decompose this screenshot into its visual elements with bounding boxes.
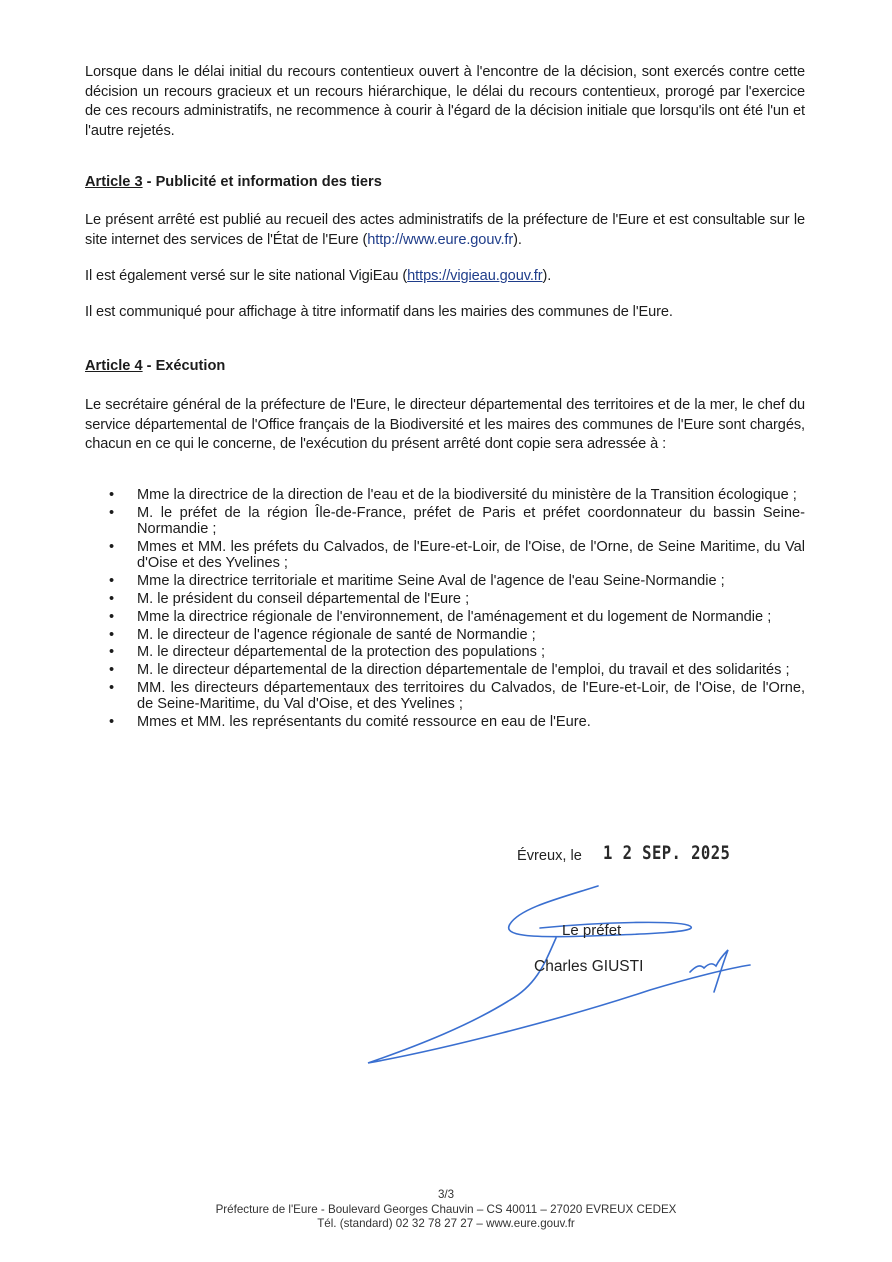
- article-3-publication-paragraph: [85, 211, 805, 250]
- recipient-text: M. le président du conseil départemental de l'Eure ;: [137, 591, 470, 607]
- bullet-icon: •: [109, 608, 115, 625]
- article-4-heading: [85, 358, 225, 374]
- article-4-paragraph: Le secrétaire général de la préfecture de l'Eure, le directeur départemental des territoires et de la mer, le chef du service départemental de l'Office français de la Biodiversité et les maires des communes de l'Eure sont chargés, chacun en ce qui le concerne, de l'exécution du présent arrêté dont copie sera adressée à :: [85, 397, 805, 453]
- bullet-icon: •: [109, 591, 115, 607]
- article-4-label: Article 4: [85, 358, 143, 374]
- bullet-icon: •: [109, 504, 115, 521]
- recipient-text: Mmes et MM. les préfets du Calvados, de l'Eure-et-Loir, de l'Oise, de l'Orne, de Seine Maritime, du Val d'Oise et des Yvelines ;: [137, 539, 805, 572]
- page-number: 3/3: [437, 1188, 455, 1201]
- footer-address: Préfecture de l'Eure - Boulevard Georges Chauvin – CS 40011 – 27020 EVREUX CEDEX: [215, 1202, 677, 1216]
- recipients-list: [85, 487, 805, 732]
- signatory-name: Charles GIUSTI: [534, 958, 644, 975]
- article-3-label: Article 3: [85, 174, 143, 190]
- bullet-icon: •: [109, 539, 115, 555]
- list-item: [85, 539, 805, 572]
- footer-contact: Tél. (standard) 02 32 78 27 27 – www.eure.gouv.fr: [317, 1217, 575, 1231]
- vigieau-text: Il est également versé sur le site national VigiEau (: [85, 268, 408, 284]
- recipient-text: M. le directeur de l'agence régionale de santé de Normandie ;: [137, 626, 536, 643]
- recipient-text: Mmes et MM. les représentants du comité ressource en eau de l'Eure.: [137, 714, 591, 731]
- list-item: [85, 662, 805, 678]
- article-3-display-paragraph: Il est communiqué pour affichage à titre informatif dans les mairies des communes de l'Eure.: [85, 304, 673, 320]
- list-item: [85, 505, 805, 538]
- publication-text-end: ).: [513, 231, 522, 248]
- recipient-text: Mme la directrice territoriale et maritime Seine Aval de l'agence de l'eau Seine-Normandie ;: [137, 573, 725, 590]
- eure-gouv-link[interactable]: http://www.eure.gouv.fr: [367, 231, 514, 248]
- publication-text: Le présent arrêté est publié au recueil des actes administratifs de la préfecture de l'Eure et est consultable sur le site internet des services de l'État de l'Eure (: [85, 212, 805, 248]
- list-item: [85, 591, 805, 607]
- recipient-text: M. le directeur départemental de la direction départementale de l'emploi, du travail et des solidarités ;: [137, 662, 790, 679]
- list-item: [85, 714, 805, 730]
- recipient-text: M. le directeur départemental de la protection des populations ;: [137, 644, 546, 661]
- vigieau-text-end: ).: [542, 268, 552, 284]
- list-item: [85, 609, 805, 625]
- bullet-icon: •: [109, 487, 115, 503]
- recipient-text: M. le préfet de la région Île-de-France, préfet de Paris et préfet coordonnateur du bassin Seine-Normandie ;: [137, 504, 805, 538]
- bullet-icon: •: [109, 573, 115, 590]
- recipient-text: Mme la directrice de la direction de l'eau et de la biodiversité du ministère de la Transition écologique ;: [137, 487, 797, 503]
- recipient-text: MM. les directeurs départementaux des territoires du Calvados, de l'Eure-et-Loir, de l'Oise, de l'Orne, de Seine-Maritime, du Val d'Oise, et des Yvelines ;: [137, 679, 805, 713]
- bullet-icon: •: [109, 644, 115, 661]
- bullet-icon: •: [109, 679, 115, 696]
- signature-descender-stroke: [368, 938, 750, 1063]
- vigieau-link[interactable]: https://vigieau.gouv.fr: [407, 268, 543, 284]
- article-3-heading: [85, 174, 382, 190]
- article-4-title: - Exécution: [142, 358, 226, 374]
- bullet-icon: •: [109, 626, 115, 643]
- bullet-icon: •: [109, 714, 115, 731]
- article-3-vigieau-paragraph: [85, 267, 805, 287]
- list-item: [85, 627, 805, 643]
- date-stamp: 1 2 SEP. 2025: [603, 842, 731, 864]
- list-item: [85, 487, 805, 503]
- recipient-text: Mme la directrice régionale de l'environnement, de l'aménagement et du logement de Normandie ;: [137, 608, 772, 625]
- bullet-icon: •: [109, 662, 115, 679]
- intro-paragraph: Lorsque dans le délai initial du recours contentieux ouvert à l'encontre de la décision, sont exercés contre cette décision un recours gracieux et un recours hiérarchique, le délai du recours contentieux, prorogé par l'exercice de ces recours administratifs, ne recommence à courir à l'égard de la décision initiale que lorsqu'ils ont été l'un et l'autre rejetés.: [85, 64, 805, 139]
- list-item: [85, 573, 805, 589]
- handwritten-signature-icon: [360, 880, 760, 1080]
- signatory-title: Le préfet: [562, 922, 622, 939]
- signature-place: Évreux, le: [517, 848, 582, 864]
- list-item: [85, 644, 805, 660]
- list-item: [85, 680, 805, 713]
- footer: [0, 1188, 892, 1232]
- article-3-title: - Publicité et information des tiers: [142, 174, 382, 190]
